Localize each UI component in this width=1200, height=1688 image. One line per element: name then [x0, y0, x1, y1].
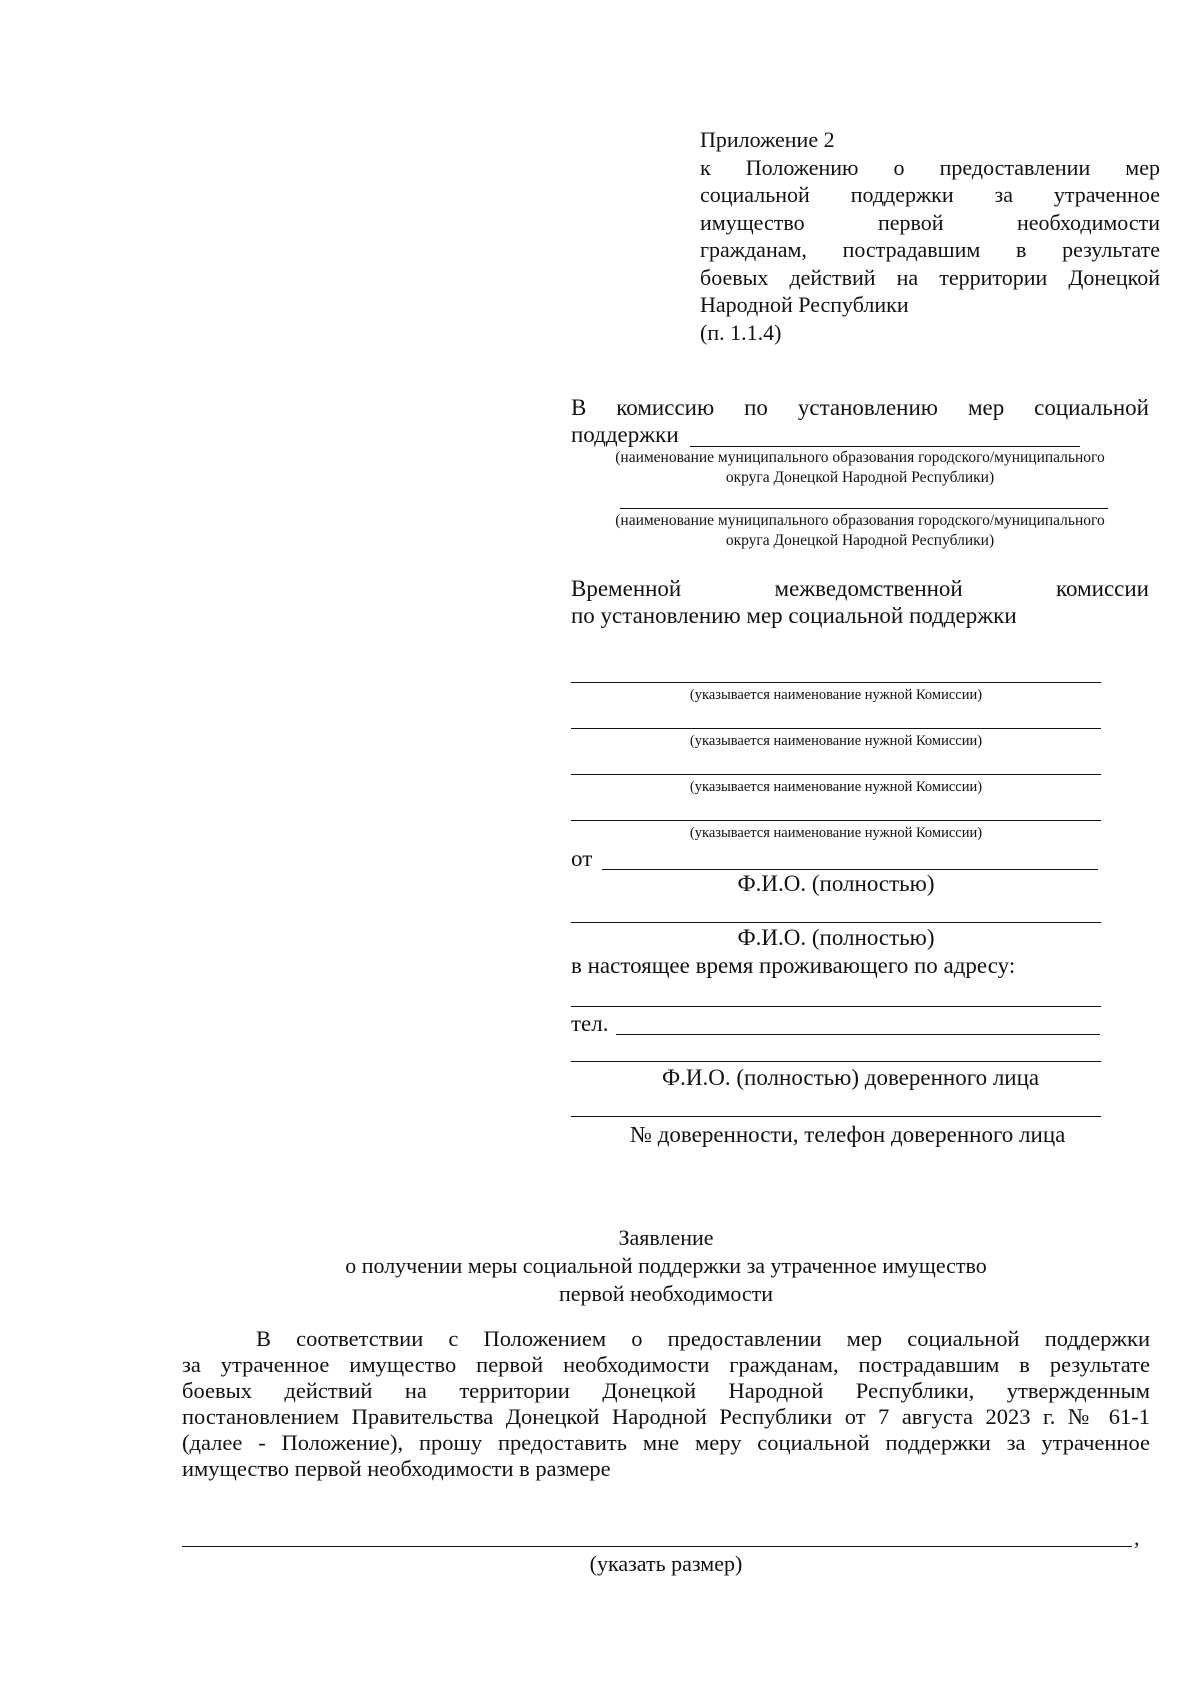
statement-subtitle-2: первой необходимости	[558, 1281, 774, 1306]
temp-commission-line-1: Временной межведомственной комиссии	[571, 576, 1149, 601]
commission-field-3[interactable]	[571, 774, 1101, 775]
municipality-hint-2	[571, 511, 1149, 551]
phone-field[interactable]	[616, 1034, 1100, 1035]
appendix-line: социальной поддержки за утраченное	[700, 182, 1160, 207]
commission-hint-4: (указывается наименование нужной Комиссии)	[689, 825, 983, 841]
municipality-hint	[571, 448, 1149, 488]
proxy-doc-field[interactable]	[571, 1116, 1101, 1117]
amount-comma: ,	[1134, 1525, 1140, 1550]
appendix-header	[700, 126, 1160, 346]
statement-body	[182, 1326, 1150, 1482]
temp-commission-line-2: по установлению мер социальной поддержки	[571, 603, 1017, 628]
fio-label-2: Ф.И.О. (полностью)	[737, 925, 935, 950]
body-line: (далее - Положение), прошу предоставить мне меру социальной поддержки за утраченное	[182, 1430, 1150, 1455]
from-label: от	[571, 846, 593, 871]
hint-line: округа Донецкой Народной Республики)	[725, 532, 995, 549]
proxy-label: Ф.И.О. (полностью) доверенного лица	[662, 1065, 1040, 1090]
commission-hint-3: (указывается наименование нужной Комиссии)	[689, 779, 983, 795]
amount-hint: (указать размер)	[589, 1551, 743, 1576]
appendix-line: к Положению о предоставлении мер	[700, 154, 1160, 180]
appendix-line: гражданам, пострадавшим в результате	[700, 237, 1160, 262]
hint-line: (наименование муниципального образования городского/муниципального	[615, 449, 1105, 466]
address-field[interactable]	[571, 1006, 1101, 1007]
hint-line: (наименование муниципального образования городского/муниципального	[615, 512, 1105, 529]
commission-hint-2: (указывается наименование нужной Комиссии)	[689, 733, 983, 749]
appendix-line: Народной Республики	[700, 292, 909, 317]
address-label: в настоящее время проживающего по адресу:	[571, 953, 1016, 978]
addressee-line-2: поддержки	[571, 422, 679, 447]
commission-field-1[interactable]	[571, 682, 1101, 683]
commission-hint-1: (указывается наименование нужной Комиссии)	[689, 687, 983, 703]
appendix-title: Приложение 2	[700, 127, 835, 152]
body-line: за утраченное имущество первой необходимости гражданам, пострадавшим в результате	[182, 1352, 1150, 1377]
appendix-line: боевых действий на территории Донецкой	[700, 264, 1160, 290]
proxy-name-field[interactable]	[571, 1061, 1101, 1062]
municipality-field-1[interactable]	[690, 446, 1080, 447]
municipality-field-2[interactable]	[620, 508, 1108, 509]
body-line: постановлением Правительства Донецкой Народной Республики от 7 августа 2023 г. № 61-1	[182, 1404, 1150, 1429]
statement-title: Заявление	[618, 1225, 714, 1250]
commission-field-4[interactable]	[571, 820, 1101, 821]
addressee-line-1: В комиссию по установлению мер социальной	[571, 395, 1149, 420]
appendix-line: имущество первой необходимости	[700, 209, 1160, 235]
applicant-name-field-2[interactable]	[571, 922, 1101, 923]
fio-label: Ф.И.О. (полностью)	[737, 871, 935, 896]
body-line: В соответствии с Положением о предоставлении мер социальной поддержки	[256, 1326, 1150, 1351]
statement-subtitle-1: о получении меры социальной поддержки за утраченное имущество	[345, 1253, 987, 1278]
body-line: боевых действий на территории Донецкой Народной Республики, утвержденным	[182, 1378, 1150, 1403]
phone-label: тел.	[571, 1011, 609, 1036]
commission-field-2[interactable]	[571, 728, 1101, 729]
amount-field[interactable]	[182, 1546, 1132, 1547]
body-line: имущество первой необходимости в размере	[182, 1456, 611, 1481]
hint-line: округа Донецкой Народной Республики)	[725, 469, 995, 486]
appendix-reference: (п. 1.1.4)	[700, 319, 782, 345]
proxy-doc-label: № доверенности, телефон доверенного лица	[630, 1122, 1066, 1147]
